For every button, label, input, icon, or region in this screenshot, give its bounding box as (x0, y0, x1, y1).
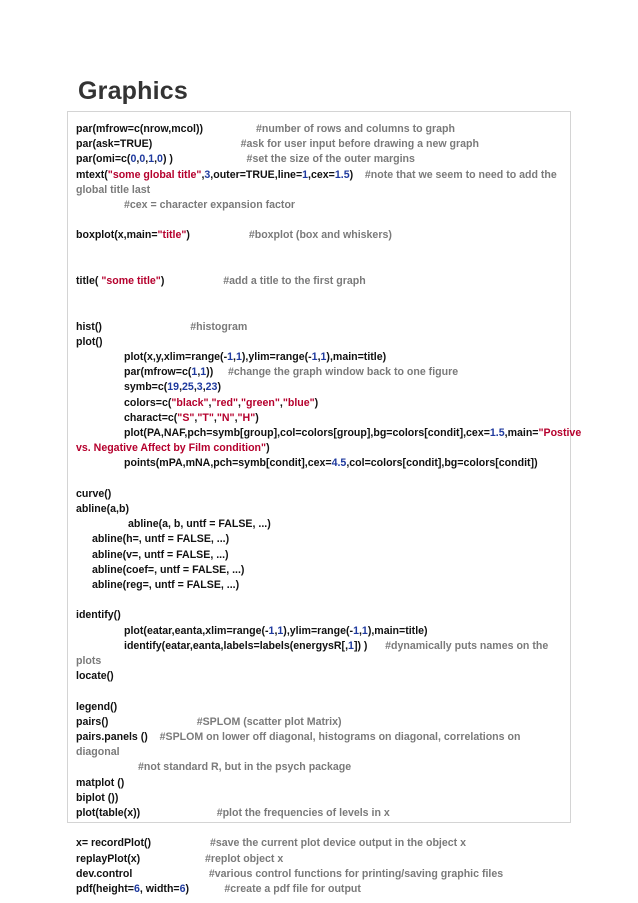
code-comment: #replot object x (204, 852, 284, 865)
code-line: identify(eatar,eanta,labels=labels(energysR[,1]) ) #dynamically puts names on the plots (76, 639, 549, 668)
code-line: biplot ()) (76, 791, 119, 804)
code-comment: #SPLOM (scatter plot Matrix) (196, 715, 342, 728)
code-line (76, 198, 566, 213)
code-line: pdf(height=6, width=6) #create a pdf file for output (76, 883, 361, 896)
code-line: title( "some title") #add a title to the first graph (76, 275, 366, 287)
code-comment: #boxplot (box and whiskers) (248, 229, 392, 242)
code-line: curve() (76, 487, 112, 500)
code-line: colors=c("black","red","green","blue") (124, 396, 319, 409)
page-title: Graphics (78, 77, 188, 105)
code-line: par(omi=c(0,0,1,0) ) #set the size of the outer margins (76, 153, 415, 166)
code-line: abline(a, b, untf = FALSE, ...) (128, 518, 271, 531)
code-listing (76, 122, 582, 897)
code-comment: #add a title to the first graph (223, 275, 366, 287)
code-line: pairs() #SPLOM (scatter plot Matrix) (76, 715, 342, 728)
code-line: abline(coef=, untf = FALSE, ...) (92, 563, 245, 576)
code-line: x= recordPlot() #save the current plot device output in the object x (76, 837, 467, 850)
code-line (76, 760, 566, 775)
code-comment: #number of rows and columns to graph (256, 123, 455, 135)
code-line: abline(a,b) (76, 503, 129, 516)
code-line: replayPlot(x) #replot object x (76, 852, 284, 865)
code-line: dev.control #various control functions for printing/saving graphic files (76, 867, 504, 880)
code-comment: #various control functions for printing/saving graphic files (208, 867, 504, 880)
code-comment: #create a pdf file for output (224, 883, 361, 896)
code-line: par(mfrow=c(1,1)) #change the graph window back to one figure (124, 366, 459, 379)
code-line: boxplot(x,main="title") #boxplot (box and whiskers) (76, 229, 392, 242)
code-line: points(mPA,mNA,pch=symb[condit],cex=4.5,col=colors[condit],bg=colors[condit]) (124, 457, 538, 470)
code-comment: #change the graph window back to one figure (227, 366, 459, 379)
code-line: hist() #histogram (76, 320, 248, 333)
code-line: plot(eatar,eanta,xlim=range(-1,1),ylim=range(-1,1),main=title) (124, 624, 428, 637)
code-comment: #not standard R, but in the psych package (138, 761, 352, 774)
code-comment: #plot the frequencies of levels in x (216, 807, 390, 820)
code-comment: #histogram (190, 320, 248, 333)
code-line: plot(x,y,xlim=range(-1,1),ylim=range(-1,1),main=title) (124, 351, 387, 363)
code-line: identify() (76, 609, 121, 622)
code-comment: #cex = character expansion factor (124, 199, 296, 212)
code-comment: #set the size of the outer margins (246, 153, 415, 166)
code-comment: #dynamically puts names on the plots (76, 639, 549, 668)
code-line: abline(v=, untf = FALSE, ...) (92, 548, 229, 561)
code-comment: #ask for user input before drawing a new graph (240, 138, 479, 151)
code-line: plot(table(x)) #plot the frequencies of levels in x (76, 807, 390, 820)
code-line: mtext("some global title",3,outer=TRUE,line=1,cex=1.5) #note that we seem to need to add the global title last (76, 168, 557, 196)
code-line: charact=c("S","T","N","H") (124, 411, 259, 424)
code-line: symb=c(19,25,3,23) (124, 381, 221, 394)
code-line: abline(h=, untf = FALSE, ...) (92, 533, 230, 546)
code-comment: #SPLOM on lower off diagonal, histograms on diagonal, correlations on diagonal (76, 731, 521, 759)
code-line: par(ask=TRUE) #ask for user input before drawing a new graph (76, 138, 479, 151)
code-line: plot() (76, 335, 103, 348)
code-line: abline(reg=, untf = FALSE, ...) (92, 579, 240, 592)
code-line: locate() (76, 670, 114, 683)
code-line: plot(PA,NAF,pch=symb[group],col=colors[group],bg=colors[condit],cex=1.5,main="Postive vs. Negative Affect by Film condition") (76, 427, 582, 455)
code-comment: #note that we seem to need to add the global title last (76, 168, 557, 196)
code-line: matplot () (76, 776, 125, 789)
code-line: par(mfrow=c(nrow,mcol)) #number of rows and columns to graph (76, 123, 455, 135)
code-line: legend() (76, 700, 118, 713)
code-line: pairs.panels () #SPLOM on lower off diagonal, histograms on diagonal, correlations on diagonal (76, 731, 521, 759)
code-comment: #save the current plot device output in the object x (209, 837, 467, 850)
